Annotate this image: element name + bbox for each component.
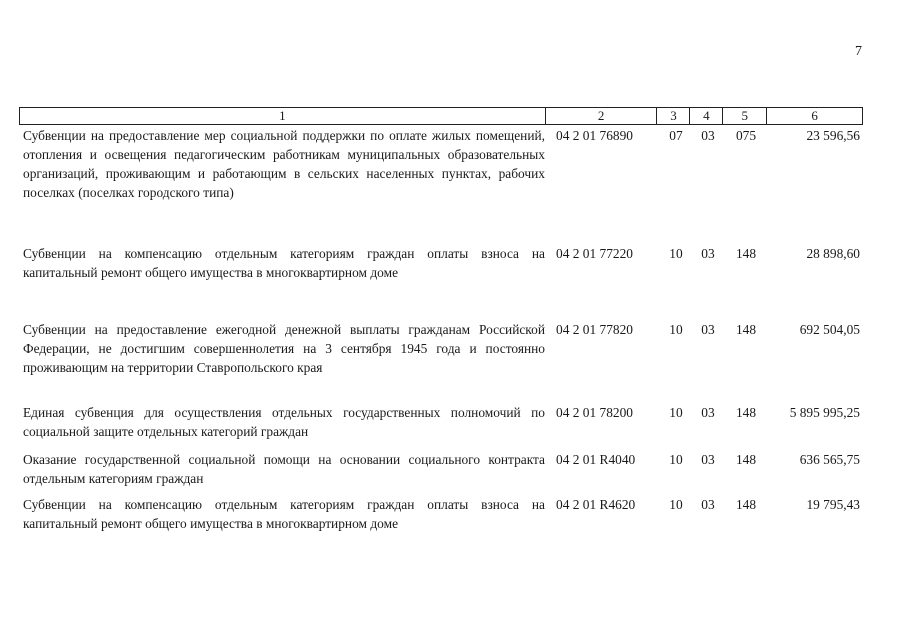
row-name: Субвенции на предоставление мер социальной поддержки по оплате жилых помещений, отопления и освещения педагогическим работникам муниципальных образовательных организаций, проживающим и работающим в сельских населенных пунктах, рабочих поселках (поселках городского типа) [23, 128, 545, 200]
row-code: 04 2 01 R4620 [556, 497, 636, 512]
header-col-4: 4 [690, 108, 723, 124]
row-amount: 28 898,60 [806, 246, 860, 261]
header-col-3: 3 [657, 108, 690, 124]
row-subsection: 03 [701, 405, 715, 420]
header-col-2: 2 [546, 108, 658, 124]
row-code: 04 2 01 78200 [556, 405, 633, 420]
row-name: Субвенции на компенсацию отдельным категориям граждан оплаты взноса на капитальный ремонт общего имущества в многоквартирном доме [23, 497, 545, 531]
row-name: Единая субвенция для осуществления отдельных государственных полномочий по социальной защите отдельных категорий граждан [23, 405, 545, 439]
row-expense-type: 148 [735, 452, 757, 467]
row-name: Субвенции на компенсацию отдельным категориям граждан оплаты взноса на капитальный ремонт общего имущества в многоквартирном доме [23, 246, 545, 280]
row-expense-type: 148 [735, 405, 757, 420]
table-header [19, 107, 863, 125]
row-subsection: 03 [701, 128, 715, 143]
row-amount: 636 565,75 [799, 452, 860, 467]
row-code: 04 2 01 R4040 [556, 452, 636, 467]
header-col-1: 1 [20, 108, 546, 124]
row-expense-type: 148 [735, 322, 757, 337]
row-section: 10 [669, 405, 683, 420]
row-name: Субвенции на предоставление ежегодной денежной выплаты гражданам Российской Федерации, не достигшим совершеннолетия на 3 сентября 1945 года и постоянно проживающим на территории Ставропольского края [23, 322, 545, 375]
row-subsection: 03 [701, 246, 715, 261]
row-subsection: 03 [701, 497, 715, 512]
row-amount: 692 504,05 [799, 322, 860, 337]
row-subsection: 03 [701, 452, 715, 467]
row-code: 04 2 01 76890 [556, 128, 633, 143]
row-section: 10 [669, 246, 683, 261]
header-col-6: 6 [811, 108, 818, 123]
row-subsection: 03 [701, 322, 715, 337]
row-section: 07 [669, 128, 683, 143]
row-expense-type: 148 [735, 246, 757, 261]
row-section: 10 [669, 497, 683, 512]
row-amount: 5 895 995,25 [789, 405, 860, 420]
page-number: 7 [855, 44, 862, 59]
row-code: 04 2 01 77820 [556, 322, 633, 337]
row-amount: 19 795,43 [806, 497, 860, 512]
header-col-5: 5 [723, 108, 767, 124]
row-name: Оказание государственной социальной помощи на основании социального контракта отдельным категориям граждан [23, 452, 545, 486]
row-section: 10 [669, 452, 683, 467]
row-amount: 23 596,56 [806, 128, 860, 143]
row-section: 10 [669, 322, 683, 337]
row-code: 04 2 01 77220 [556, 246, 633, 261]
row-expense-type: 075 [735, 128, 757, 143]
row-expense-type: 148 [735, 497, 757, 512]
